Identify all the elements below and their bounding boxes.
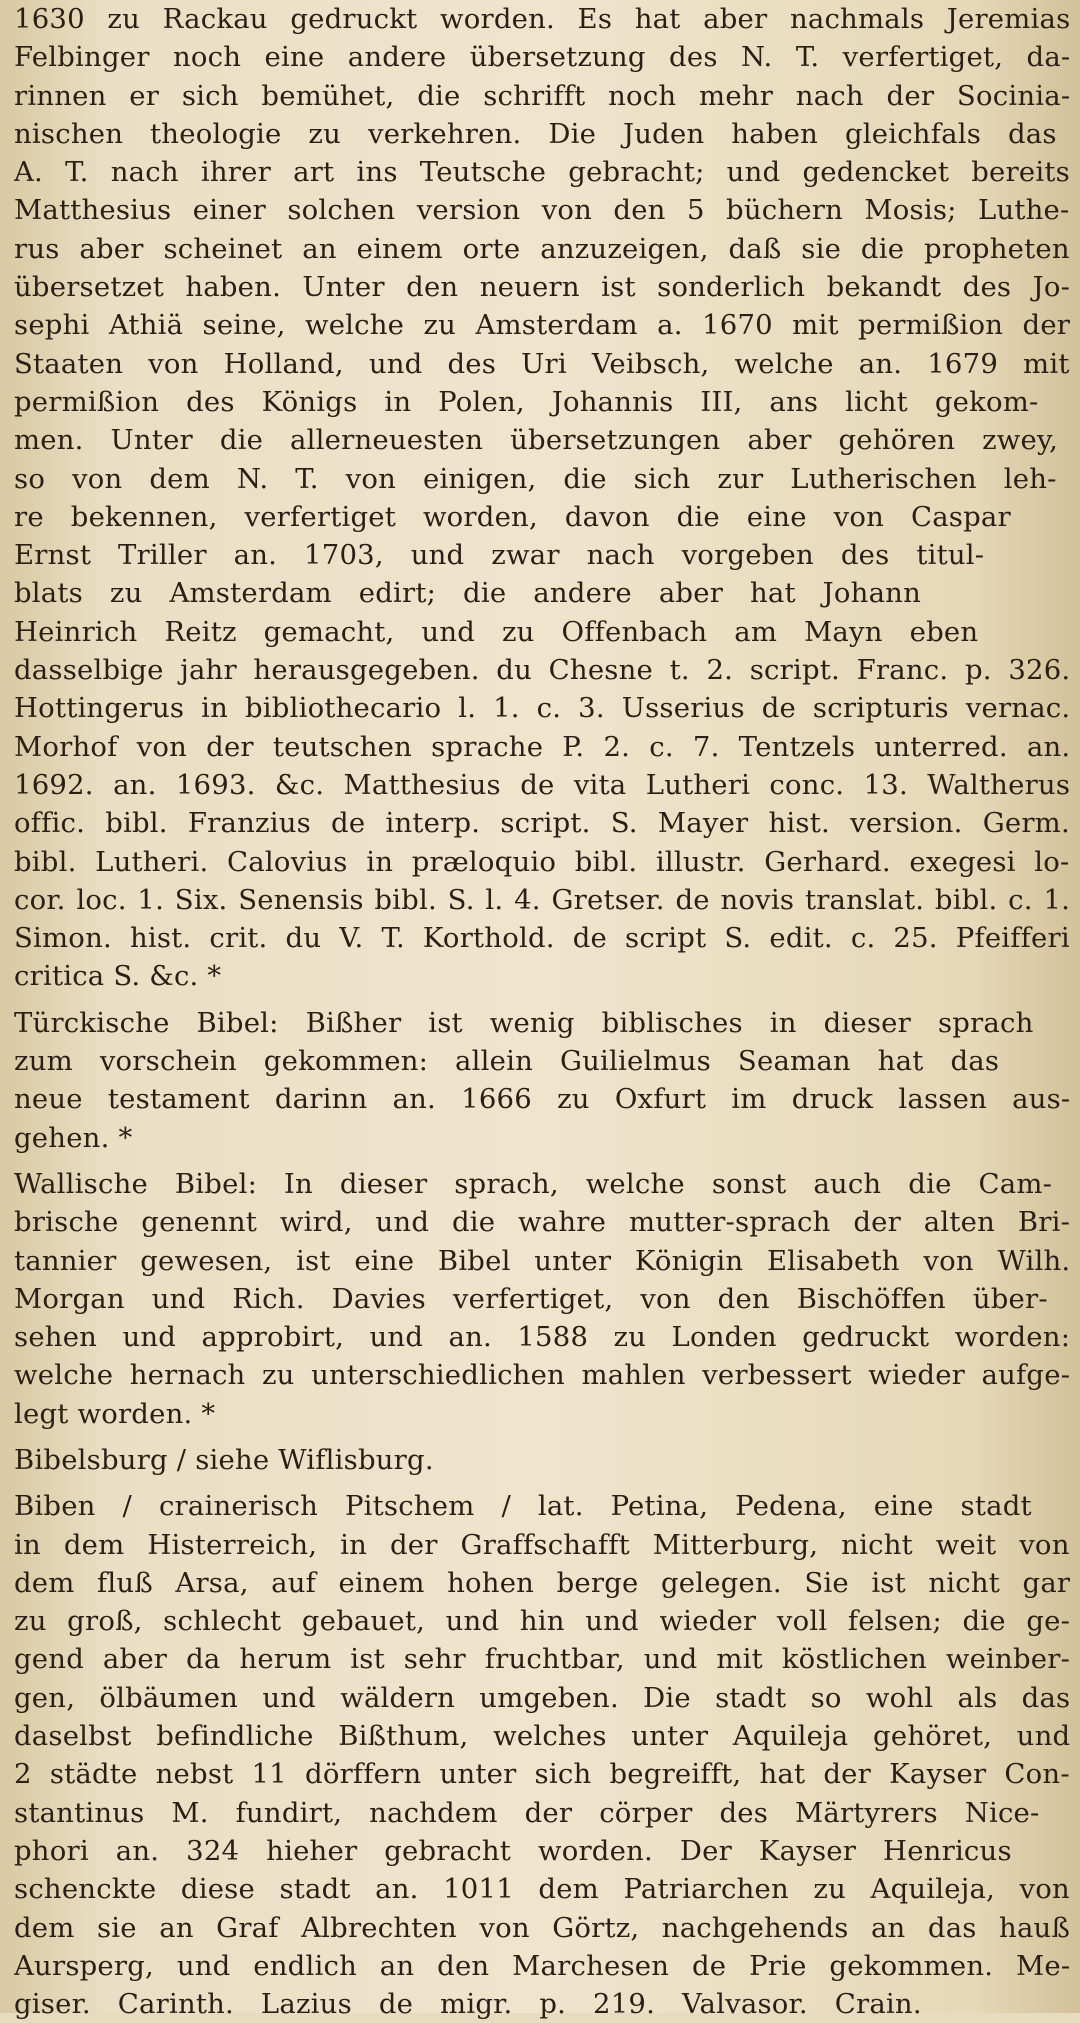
paragraph-biben	[14, 1487, 1070, 2023]
text-line: Biben / crainerisch Pitschem / lat. Petina, Pedena, eine stadt	[14, 1490, 1032, 1523]
text-line: dem fluß Arsa, auf einem hohen berge gelegen. Sie ist nicht gar	[14, 1566, 1070, 1599]
paragraph-bible-translations-continued	[14, 0, 1070, 996]
text-line: giser. Carinth. Lazius de migr. p. 219. Valvasor. Crain.	[14, 1988, 922, 2021]
text-line: Ernst Triller an. 1703, und zwar nach vorgeben des titul-	[14, 539, 985, 572]
text-line: critica S. &c. *	[14, 960, 222, 993]
text-line: Matthesius einer solchen version von den 5 büchern Mosis; Luthe-	[14, 194, 1070, 227]
text-line: cor. loc. 1. Six. Senensis bibl. S. l. 4. Gretser. de novis translat. bibl. c. 1.	[14, 883, 1070, 916]
text-line: Morhof von der teutschen sprache P. 2. c. 7. Tentzels unterred. an.	[14, 730, 1070, 763]
text-line: Hottingerus in bibliothecario l. 1. c. 3. Usserius de scripturis vernac.	[14, 692, 1070, 725]
text-line: bibl. Lutheri. Calovius in præloquio bibl. illustr. Gerhard. exegesi lo-	[14, 845, 1070, 878]
text-line: nischen theologie zu verkehren. Die Juden haben gleichfals das	[14, 117, 1057, 150]
text-line: Wallische Bibel: In dieser sprach, welche sonst auch die Cam-	[14, 1167, 1053, 1200]
text-line: brische genennt wird, und die wahre mutter-sprach der alten Bri-	[14, 1206, 1070, 1239]
text-line: offic. bibl. Franzius de interp. script. S. Mayer hist. version. Germ.	[14, 807, 1070, 840]
text-line: gehen. *	[14, 1121, 133, 1154]
text-line: Simon. hist. crit. du V. T. Korthold. de script S. edit. c. 25. Pfeifferi	[14, 922, 1070, 955]
text-line: so von dem N. T. von einigen, die sich zur Lutherischen leh-	[14, 462, 1057, 495]
text-line: 1630 zu Rackau gedruckt worden. Es hat aber nachmals Jeremias	[14, 3, 1070, 35]
paragraph-tuerkische-bibel	[14, 1004, 1070, 1157]
text-line: phori an. 324 hieher gebracht worden. Der Kayser Henricus	[14, 1834, 1012, 1867]
text-line: men. Unter die allerneuesten übersetzungen aber gehören zwey,	[14, 424, 1059, 457]
text-line: 2 städte nebst 11 dörffern unter sich begreifft, hat der Kayser Con-	[14, 1758, 1070, 1791]
text-line: 1692. an. 1693. &c. Matthesius de vita Lutheri conc. 13. Waltherus	[14, 768, 1070, 801]
text-line: rinnen er sich bemühet, die schrifft noch mehr nach der Socinia-	[14, 79, 1070, 112]
text-line: Felbinger noch eine andere übersetzung des N. T. verfertiget, da-	[14, 41, 1070, 74]
text-line: Staaten von Holland, und des Uri Veibsch, welche an. 1679 mit	[14, 347, 1070, 380]
text-line: re bekennen, verfertiget worden, davon die eine von Caspar	[14, 500, 1011, 533]
text-line: stantinus M. fundirt, nachdem der cörper des Märtyrers Nice-	[14, 1796, 1040, 1829]
text-line: gen, ölbäumen und wäldern umgeben. Die stadt so wohl als das	[14, 1681, 1070, 1714]
text-line: permißion des Königs in Polen, Johannis III, ans licht gekom-	[14, 385, 1039, 418]
text-line: übersetzet haben. Unter den neuern ist sonderlich bekandt des Jo-	[14, 271, 1070, 304]
text-line: A. T. nach ihrer art ins Teutsche gebracht; und gedencket bereits	[14, 156, 1070, 189]
paragraph-bibelsburg	[14, 1441, 1070, 1479]
text-line: gend aber da herum ist sehr fruchtbar, und mit köstlichen weinber-	[14, 1643, 1070, 1676]
text-line: daselbst befindliche Bißthum, welches unter Aquileja gehöret, und	[14, 1720, 1070, 1753]
text-line: Türckische Bibel: Bißher ist wenig biblisches in dieser sprach	[14, 1006, 1034, 1039]
text-line: rus aber scheinet an einem orte anzuzeigen, daß sie die propheten	[14, 232, 1070, 265]
text-line: in dem Histerreich, in der Graffschafft Mitterburg, nicht weit von	[14, 1528, 1070, 1561]
text-line: sephi Athiä seine, welche zu Amsterdam a. 1670 mit permißion der	[14, 309, 1070, 342]
text-line: Bibelsburg / siehe Wiflisburg.	[14, 1443, 434, 1476]
text-line: zu groß, schlecht gebauet, und hin und wieder voll felsen; die ge-	[14, 1605, 1070, 1638]
text-line: neue testament darinn an. 1666 zu Oxfurt im druck lassen aus-	[14, 1083, 1070, 1116]
paragraph-wallische-bibel	[14, 1165, 1070, 1433]
text-line: blats zu Amsterdam edirt; die andere aber hat Johann	[14, 577, 921, 610]
text-line: Morgan und Rich. Davies verfertiget, von den Bischöffen über-	[14, 1282, 1048, 1315]
text-line: Aursperg, und endlich an den Marchesen de Prie gekommen. Me-	[14, 1949, 1070, 1982]
text-line: tannier gewesen, ist eine Bibel unter Königin Elisabeth von Wilh.	[14, 1244, 1070, 1277]
text-line: dem sie an Graf Albrechten von Görtz, nachgehends an das hauß	[14, 1911, 1070, 1944]
text-line: zum vorschein gekommen: allein Guilielmus Seaman hat das	[14, 1045, 1000, 1078]
text-line: legt worden. *	[14, 1397, 216, 1430]
text-line: sehen und approbirt, und an. 1588 zu Londen gedruckt worden:	[14, 1321, 1070, 1354]
text-line: dasselbige jahr herausgegeben. du Chesne t. 2. script. Franc. p. 326.	[14, 654, 1070, 687]
text-line: welche hernach zu unterschiedlichen mahlen verbessert wieder aufge-	[14, 1359, 1070, 1392]
text-line: Heinrich Reitz gemacht, und zu Offenbach am Mayn eben	[14, 615, 979, 648]
text-line: schenckte diese stadt an. 1011 dem Patriarchen zu Aquileja, von	[14, 1873, 1070, 1906]
